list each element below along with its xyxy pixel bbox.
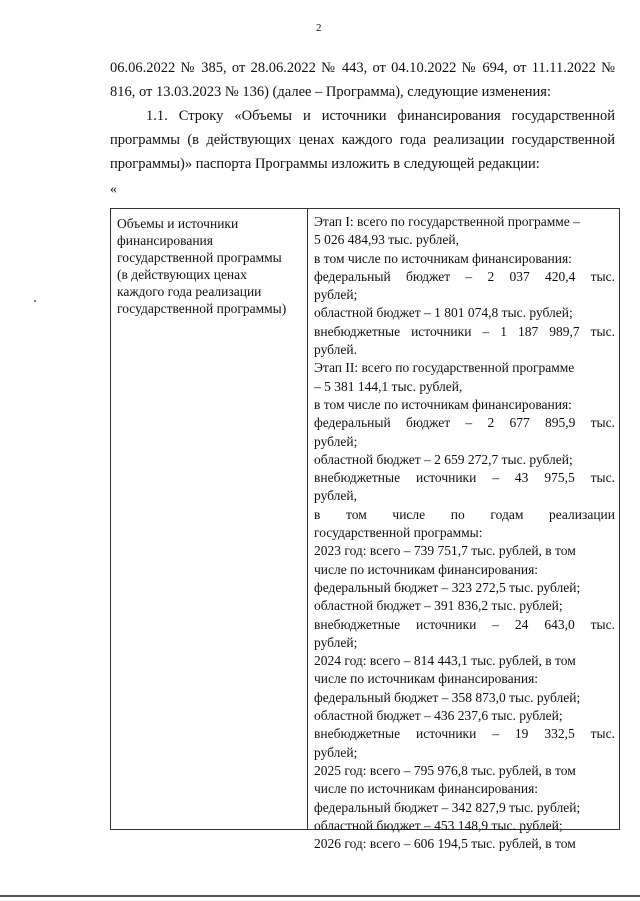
right-cell-line: федеральный бюджет – 2 037 420,4 тыс.	[314, 268, 615, 284]
right-cell-line: числе по источникам финансирования:	[314, 671, 539, 687]
right-cell-line: рублей;	[314, 744, 358, 760]
intro-line: № 816, от 13.03.2023 № 136) (далее – Программа), следующие изменения:	[110, 60, 616, 100]
right-cell-line: в том числе по годам реализации	[314, 506, 615, 522]
right-cell-line: внебюджетные источники – 1 187 989,7 тыс.	[314, 323, 615, 339]
item-paragraph	[110, 104, 615, 176]
right-cell-line: областной бюджет – 391 836,2 тыс. рублей;	[314, 598, 563, 614]
right-cell-line: в том числе по источникам финансирования:	[314, 250, 572, 266]
right-cell-line: рублей;	[314, 287, 358, 303]
right-cell-line: Этап I: всего по государственной программе –	[314, 214, 580, 229]
right-cell-line: 2024 год: всего – 814 443,1 тыс. рублей, в том	[314, 653, 576, 669]
scan-artifact	[34, 300, 36, 302]
right-cell-line: рублей;	[314, 433, 358, 449]
item-line: 1.1. Строку «Объемы и источники финансирования государственной	[146, 108, 615, 124]
passport-table	[110, 208, 620, 852]
right-cell-line: 2025 год: всего – 795 976,8 тыс. рублей, в том	[314, 762, 576, 778]
right-cell-line: внебюджетные источники – 19 332,5 тыс.	[314, 726, 615, 742]
right-cell-line: федеральный бюджет – 358 873,0 тыс. рублей;	[314, 689, 581, 705]
item-line: программы)» паспорта Программы изложить в следующей редакции:	[110, 156, 540, 172]
left-cell-line: финансирования	[117, 233, 213, 248]
right-cell-line: рублей,	[314, 488, 358, 504]
left-cell-line: Объемы и источники	[117, 216, 239, 231]
right-cell-line: областной бюджет – 453 148,9 тыс. рублей;	[314, 817, 563, 833]
left-cell-line: (в действующих ценах	[117, 267, 247, 282]
right-cell-line: областной бюджет – 2 659 272,7 тыс. рублей;	[314, 451, 573, 467]
left-cell-line: каждого года реализации	[117, 284, 262, 299]
right-cell-line: 2023 год: всего – 739 751,7 тыс. рублей, в том	[314, 543, 576, 559]
right-cell-line: – 5 381 144,1 тыс. рублей,	[314, 378, 463, 394]
right-cell-line: областной бюджет – 1 801 074,8 тыс. рублей;	[314, 305, 573, 321]
right-cell-line: Этап II: всего по государственной программе	[314, 360, 575, 376]
right-cell-line: федеральный бюджет – 342 827,9 тыс. рублей;	[314, 799, 581, 815]
intro-paragraph	[110, 56, 615, 104]
right-cell-line: 2026 год: всего – 606 194,5 тыс. рублей, в том	[314, 836, 576, 852]
table-left-cell	[111, 209, 308, 829]
right-cell-line: государственной программы:	[314, 525, 483, 541]
item-line: программы (в действующих ценах каждого года реализации государственной	[110, 132, 615, 148]
page-number: 2	[316, 22, 322, 34]
right-cell-line: в том числе по источникам финансирования:	[314, 396, 572, 412]
right-cell-line: рублей;	[314, 634, 358, 650]
right-cell-line: федеральный бюджет – 2 677 895,9 тыс.	[314, 415, 615, 431]
right-cell-line: областной бюджет – 436 237,6 тыс. рублей;	[314, 708, 563, 724]
bottom-scan-edge	[0, 895, 640, 897]
intro-line: 06.06.2022 № 385, от 28.06.2022 № 443, от 04.10.2022 № 694, от 11.11.2022	[110, 60, 596, 76]
table-right-cell	[308, 209, 619, 852]
right-cell-line: федеральный бюджет – 323 272,5 тыс. рублей;	[314, 579, 581, 595]
left-cell-line: государственной программы	[117, 250, 282, 265]
opening-quote: «	[110, 182, 117, 197]
left-cell-line: государственной программы)	[117, 301, 287, 316]
right-cell-line: числе по источникам финансирования:	[314, 561, 539, 577]
right-cell-line: 5 026 484,93 тыс. рублей,	[314, 232, 459, 248]
right-cell-line: внебюджетные источники – 43 975,5 тыс.	[314, 470, 615, 486]
right-cell-line: рублей.	[314, 342, 358, 358]
right-cell-line: числе по источникам финансирования:	[314, 781, 539, 797]
right-cell-line: внебюджетные источники – 24 643,0 тыс.	[314, 616, 615, 632]
